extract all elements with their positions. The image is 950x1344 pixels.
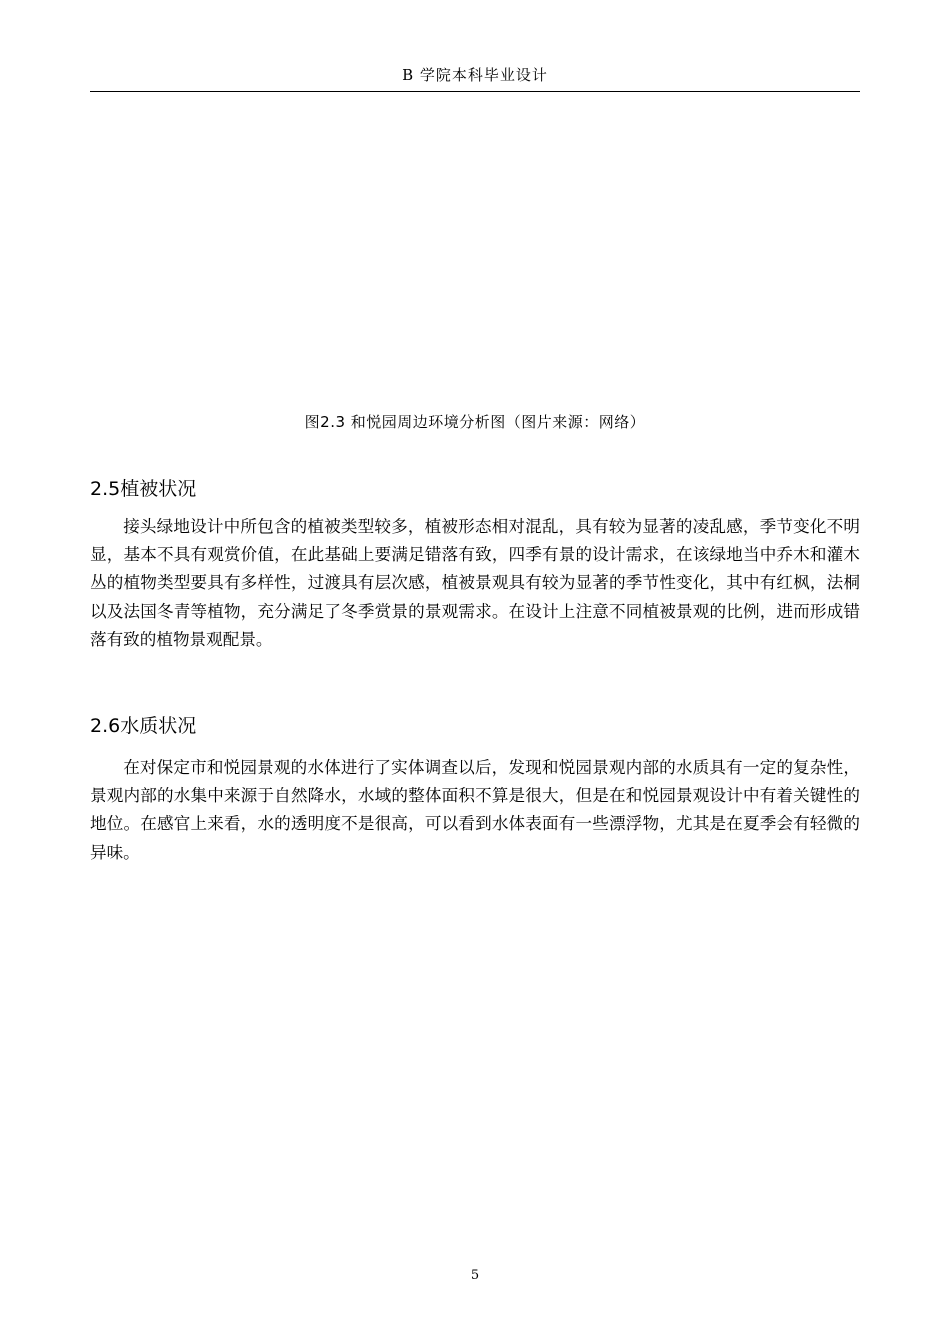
section-heading-water-quality: 2.6水质状况 [90,715,197,737]
section-paragraph-vegetation: 接头绿地设计中所包含的植被类型较多，植被形态相对混乱，具有较为显著的凌乱感，季节变化不明显，基本不具有观赏价值，在此基础上要满足错落有致，四季有景的设计需求，在该绿地当中乔木和灌木丛的植物类型要具有多样性，过渡具有层次感，植被景观具有较为显著的季节性变化，其中有红枫，法桐以及法国冬青等植物，充分满足了冬季赏景的景观需求。在设计上注意不同植被景观的比例，进而形成错落有致的植物景观配景。 [90,517,860,649]
page-header: B 学院本科毕业设计 [402,66,548,84]
figure-image-area [90,100,860,390]
header-divider [90,91,860,92]
section-paragraph-water-quality: 在对保定市和悦园景观的水体进行了实体调查以后，发现和悦园景观内部的水质具有一定的复杂性，景观内部的水集中来源于自然降水，水域的整体面积不算是很大，但是在和悦园景观设计中有着关键性的地位。在感官上来看，水的透明度不是很高，可以看到水体表面有一些漂浮物，尤其是在夏季会有轻微的异味。 [90,758,860,862]
page-number: 5 [470,1268,480,1283]
section-heading-vegetation: 2.5植被状况 [90,478,197,500]
figure-caption: 图2.3 和悦园周边环境分析图（图片来源：网络） [304,413,646,431]
